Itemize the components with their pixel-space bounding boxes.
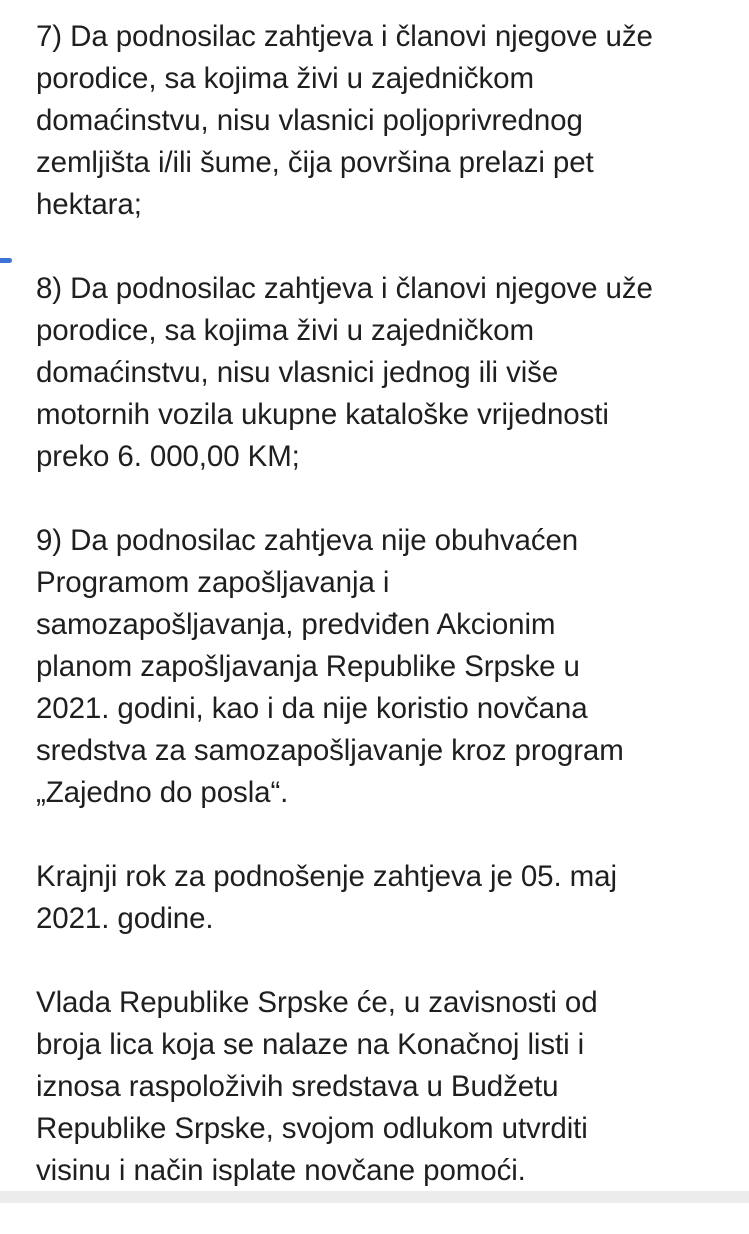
- paragraph-government-decision: [36, 982, 736, 1192]
- text-line: motornih vozila ukupne kataloške vrijednosti: [36, 398, 609, 431]
- selection-marker[interactable]: [0, 258, 12, 263]
- text-line: 9) Da podnosilac zahtjeva nije obuhvaćen: [36, 524, 579, 557]
- text-line: „Zajedno do posla“.: [36, 776, 289, 809]
- text-line: Krajnji rok za podnošenje zahtjeva je 05. maj: [36, 860, 617, 893]
- text-line: domaćinstvu, nisu vlasnici poljoprivrednog: [36, 104, 583, 137]
- text-line: hektara;: [36, 188, 142, 221]
- text-line: Vlada Republike Srpske će, u zavisnosti od: [36, 986, 598, 1019]
- text-line: 8) Da podnosilac zahtjeva i članovi njegove uže: [36, 272, 653, 305]
- text-line: Republike Srpske, svojom odlukom utvrditi: [36, 1112, 588, 1145]
- paragraph-item-9: [36, 520, 736, 814]
- paragraph-deadline: [36, 856, 736, 940]
- text-line: sredstva za samozapošljavanje kroz program: [36, 734, 624, 767]
- text-line: preko 6. 000,00 KM;: [36, 440, 300, 473]
- bottom-bar: [0, 1191, 749, 1203]
- text-line: visinu i način isplate novčane pomoći.: [36, 1154, 526, 1187]
- text-line: planom zapošljavanja Republike Srpske u: [36, 650, 580, 683]
- text-line: broja lica koja se nalaze na Konačnoj listi i: [36, 1028, 585, 1061]
- text-line: 2021. godini, kao i da nije koristio novčana: [36, 692, 588, 725]
- text-line: domaćinstvu, nisu vlasnici jednog ili više: [36, 356, 559, 389]
- text-line: iznosa raspoloživih sredstava u Budžetu: [36, 1070, 559, 1103]
- text-line: 2021. godine.: [36, 902, 214, 935]
- text-line: Programom zapošljavanja i: [36, 566, 390, 599]
- text-line: 7) Da podnosilac zahtjeva i članovi njegove uže: [36, 20, 653, 53]
- text-line: samozapošljavanja, predviđen Akcionim: [36, 608, 556, 641]
- document-body: [36, 16, 736, 1234]
- text-line: porodice, sa kojima živi u zajedničkom: [36, 314, 534, 347]
- text-line: porodice, sa kojima živi u zajedničkom: [36, 62, 534, 95]
- text-line: zemljišta i/ili šume, čija površina prelazi pet: [36, 146, 594, 179]
- paragraph-item-7: [36, 16, 736, 226]
- paragraph-item-8: [36, 268, 736, 478]
